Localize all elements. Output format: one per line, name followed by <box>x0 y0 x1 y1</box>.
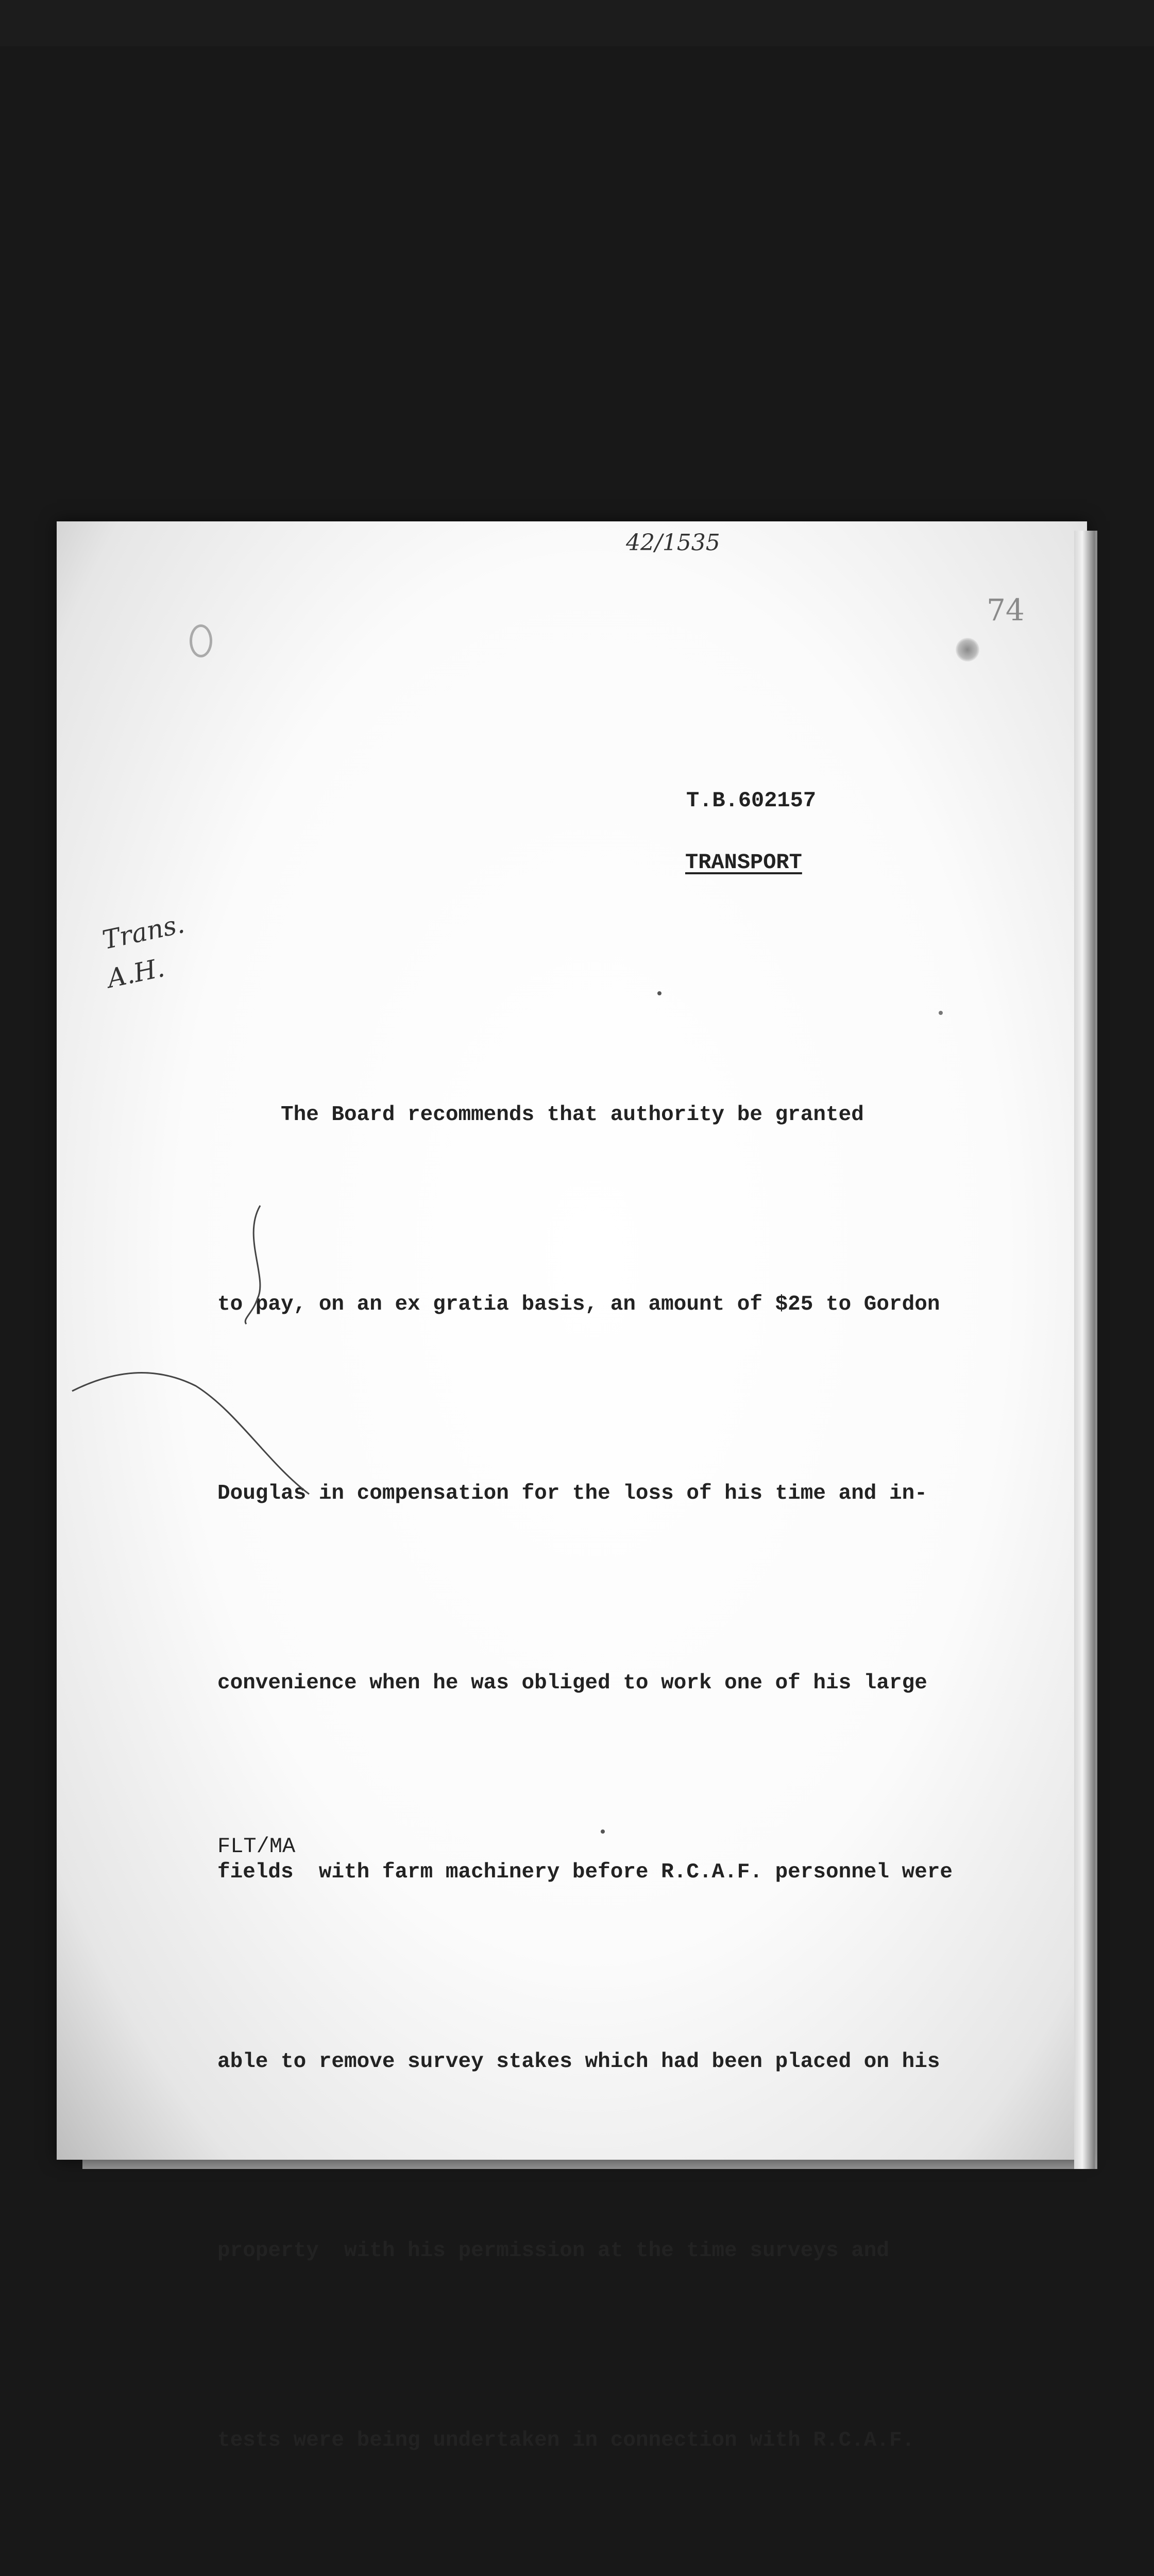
document-heading: TRANSPORT <box>685 850 802 875</box>
body-line: Douglas in compensation for the loss of his time and in- <box>217 1482 927 1505</box>
pen-stroke-loop <box>245 1206 260 1324</box>
stamped-page-number: 74 <box>987 592 1025 628</box>
body-line: The Board recommends that authority be granted <box>217 1103 864 1127</box>
ink-dot <box>657 991 661 995</box>
pen-stroke-line <box>72 1373 309 1494</box>
body-line: tests were being undertaken in connection with R.C.A.F. <box>217 2428 915 2452</box>
handwritten-file-number: 42/1535 <box>626 530 720 556</box>
body-line: convenience when he was obliged to work one of his large <box>217 1671 927 1695</box>
body-line: to pay, on an ex gratia basis, an amount of $25 to Gordon <box>217 1292 940 1316</box>
typist-initials: FLT/MA <box>217 1834 296 1859</box>
ink-dot <box>939 1011 943 1015</box>
margin-note-line-1: Trans. <box>99 908 188 956</box>
body-line: property with his permission at the time surveys and <box>217 2239 890 2263</box>
reference-number: T.B.602157 <box>686 788 817 813</box>
ink-dot <box>601 1829 605 1834</box>
margin-note-line-2: A.H. <box>105 953 167 994</box>
body-line: able to remove survey stakes which had been placed on his <box>217 2049 940 2074</box>
body-line: fields with farm machinery before R.C.A.F. personnel were <box>217 1860 953 1884</box>
